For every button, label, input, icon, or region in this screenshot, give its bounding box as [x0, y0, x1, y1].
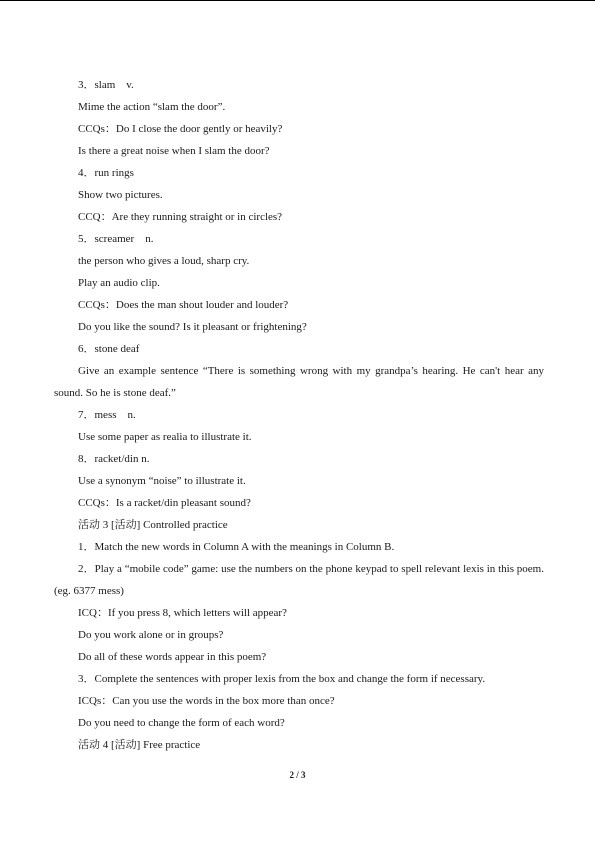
text-line: the person who gives a loud, sharp cry. — [78, 255, 250, 267]
text-line: Do you need to change the form of each word? — [78, 717, 285, 729]
text-line: Play an audio clip. — [78, 277, 160, 289]
text-line: 6．stone deaf — [78, 343, 140, 355]
text-line: Do you work alone or in groups? — [78, 629, 224, 641]
text-line: Show two pictures. — [78, 189, 163, 201]
text-line: Do you like the sound? Is it pleasant or frightening? — [78, 321, 307, 333]
activity-heading: 活动 3 [活动] Controlled practice — [78, 519, 228, 531]
text-line: 4．run rings — [78, 167, 134, 179]
page-number: 2 / 3 — [289, 770, 306, 780]
text-line: 5．screamer n. — [78, 233, 154, 245]
text-line: CCQs：Is a racket/din pleasant sound? — [78, 497, 251, 509]
text-line: 8．racket/din n. — [78, 453, 150, 465]
text-paragraph: 2．Play a “mobile code” game: use the numbers on the phone keypad to spell relevant lexis in this poem. (eg. 6377 mess) — [54, 563, 544, 597]
text-line: 1．Match the new words in Column A with the meanings in Column B. — [78, 541, 395, 553]
text-line: 3．slam v. — [78, 79, 134, 91]
text-line: 7．mess n. — [78, 409, 136, 421]
text-line: CCQ：Are they running straight or in circles? — [78, 211, 283, 223]
text-line: Do all of these words appear in this poem? — [78, 651, 267, 663]
text-line: Use a synonym “noise” to illustrate it. — [78, 475, 246, 487]
text-line: CCQs：Does the man shout louder and louder? — [78, 299, 289, 311]
text-line: Mime the action “slam the door”. — [78, 101, 226, 113]
text-line: 3．Complete the sentences with proper lexis from the box and change the form if necessary. — [78, 673, 486, 685]
activity-heading: 活动 4 [活动] Free practice — [78, 739, 201, 751]
top-border — [0, 0, 595, 1]
text-line: CCQs：Do I close the door gently or heavily? — [78, 123, 283, 135]
text-paragraph: Give an example sentence “There is something wrong with my grandpa’s hearing. He can't hear any sound. So he is stone deaf.” — [54, 365, 544, 399]
text-line: Use some paper as realia to illustrate it. — [78, 431, 252, 443]
text-line: ICQs：Can you use the words in the box more than once? — [78, 695, 335, 707]
text-line: ICQ：If you press 8, which letters will appear? — [78, 607, 287, 619]
document-body — [54, 78, 544, 760]
text-line: Is there a great noise when I slam the door? — [78, 145, 270, 157]
